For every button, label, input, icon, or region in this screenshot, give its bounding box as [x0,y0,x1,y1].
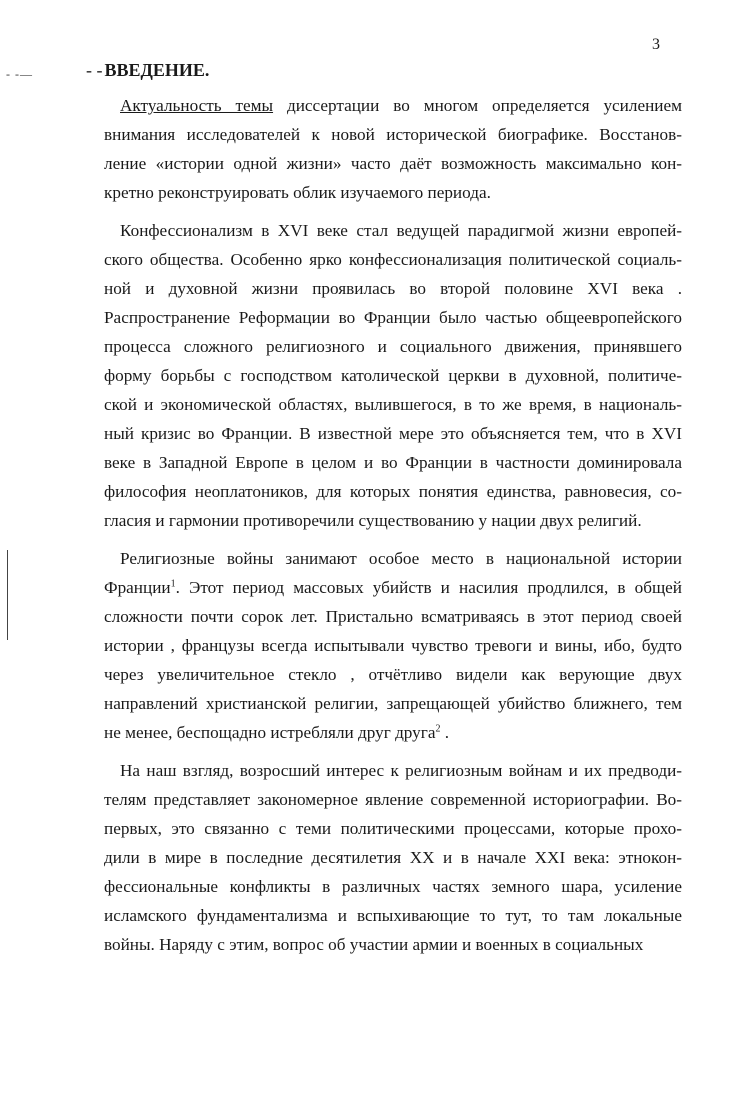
line-text: Религиозные войны занимают особое место в национальной истории [120,549,682,568]
margin-rule [7,550,8,640]
line-text: диссертации во многом определяется усилением [273,96,682,115]
text-line [104,477,682,506]
line-text: веке в Западной Европе в целом и во Франции в частности доминировала [104,453,682,472]
line-text: ление «истории одной жизни» часто даёт возможность максимально кон- [104,154,682,173]
line-text: ского общества. Особенно ярко конфессионализация политической социаль- [104,250,682,269]
text-line [104,785,682,814]
paragraph-gap [104,747,682,756]
text-line [104,872,682,901]
line-text: Конфессионализм в XVI веке стал ведущей парадигмой жизни европей- [120,221,682,240]
body-text [104,91,682,959]
text-line [104,216,682,245]
text-line [104,631,682,660]
line-text: первых, это связанно с теми политическими процессами, которые прохо- [104,819,682,838]
text-line [104,718,682,747]
paragraph [104,216,682,535]
line-text: На наш взгляд, возросший интерес к религиозным войнам и их предводи- [120,761,682,780]
paragraph [104,544,682,747]
line-text: Франции [104,578,171,597]
line-text: гласия и гармонии противоречили существованию у нации двух религий. [104,511,642,530]
line-text: войны. Наряду с этим, вопрос об участии армии и военных в социальных [104,935,644,954]
line-text: ной и духовной жизни проявилась во второй половине XVI века . [104,279,682,298]
text-line [104,390,682,419]
line-text: форму борьбы с господством католической церкви в духовной, политиче- [104,366,682,385]
text-line [104,303,682,332]
paragraph [104,91,682,207]
line-text: кретно реконструировать облик изучаемого периода. [104,183,491,202]
heading-title: ВВЕДЕНИЕ. [104,60,210,80]
line-text: исламского фундаментализма и вспыхивающие то тут, то там локальные [104,906,682,925]
text-line [104,901,682,930]
text-line [104,689,682,718]
line-text: направлений христианской религии, запрещающей убийство ближнего, тем [104,694,682,713]
text-line [104,814,682,843]
heading-prefix: - - [86,60,103,80]
text-line [104,930,682,959]
line-text: Распространение Реформации во Франции было частью общеевропейского [104,308,682,327]
text-line [104,756,682,785]
section-heading [86,60,209,81]
text-line [104,361,682,390]
text-line [104,149,682,178]
text-line [104,602,682,631]
line-text: фессиональные конфликты в различных частях земного шара, усиление [104,877,682,896]
text-line [104,178,682,207]
text-line [104,573,682,602]
line-text: не менее, беспощадно истребляли друг друга [104,723,436,742]
text-line [104,120,682,149]
line-text-after: . [440,723,450,742]
line-text: дили в мире в последние десятилетия XX и в начале XXI века: этнокон- [104,848,682,867]
text-line [104,274,682,303]
footnote-ref: 2 [435,723,441,735]
text-line [104,544,682,573]
line-text: ный кризис во Франции. В известной мере это объясняется тем, что в XVI [104,424,682,443]
text-line [104,245,682,274]
text-line [104,91,682,120]
footnote-ref: 1 [170,578,176,590]
line-text: через увеличительное стекло , отчётливо видели как верующие двух [104,665,682,684]
line-text: процесса сложного религиозного и социального движения, принявшего [104,337,682,356]
paragraph-gap [104,535,682,544]
text-line [104,332,682,361]
line-text: философия неоплатоников, для которых понятия единства, равновесия, со- [104,482,682,501]
line-text: сложности почти сорок лет. Пристально всматриваясь в этот период своей [104,607,682,626]
page-number: 3 [652,36,660,53]
underlined-term: Актуальность темы [120,96,274,115]
line-text: внимания исследователей к новой исторической биографике. Восстанов- [104,125,682,144]
text-line [104,660,682,689]
margin-marks: - -— [6,67,33,81]
text-line [104,419,682,448]
text-line [104,506,682,535]
text-line [104,448,682,477]
line-text: истории , французы всегда испытывали чувство тревоги и вины, ибо, будто [104,636,682,655]
line-text: ской и экономической областях, вылившегося, в то же время, в националь- [104,395,682,414]
paragraph [104,756,682,959]
line-text-after: . Этот период массовых убийств и насилия продлился, в общей [175,578,682,597]
line-text: телям представляет закономерное явление современной историографии. Во- [104,790,682,809]
text-line [104,843,682,872]
paragraph-gap [104,207,682,216]
